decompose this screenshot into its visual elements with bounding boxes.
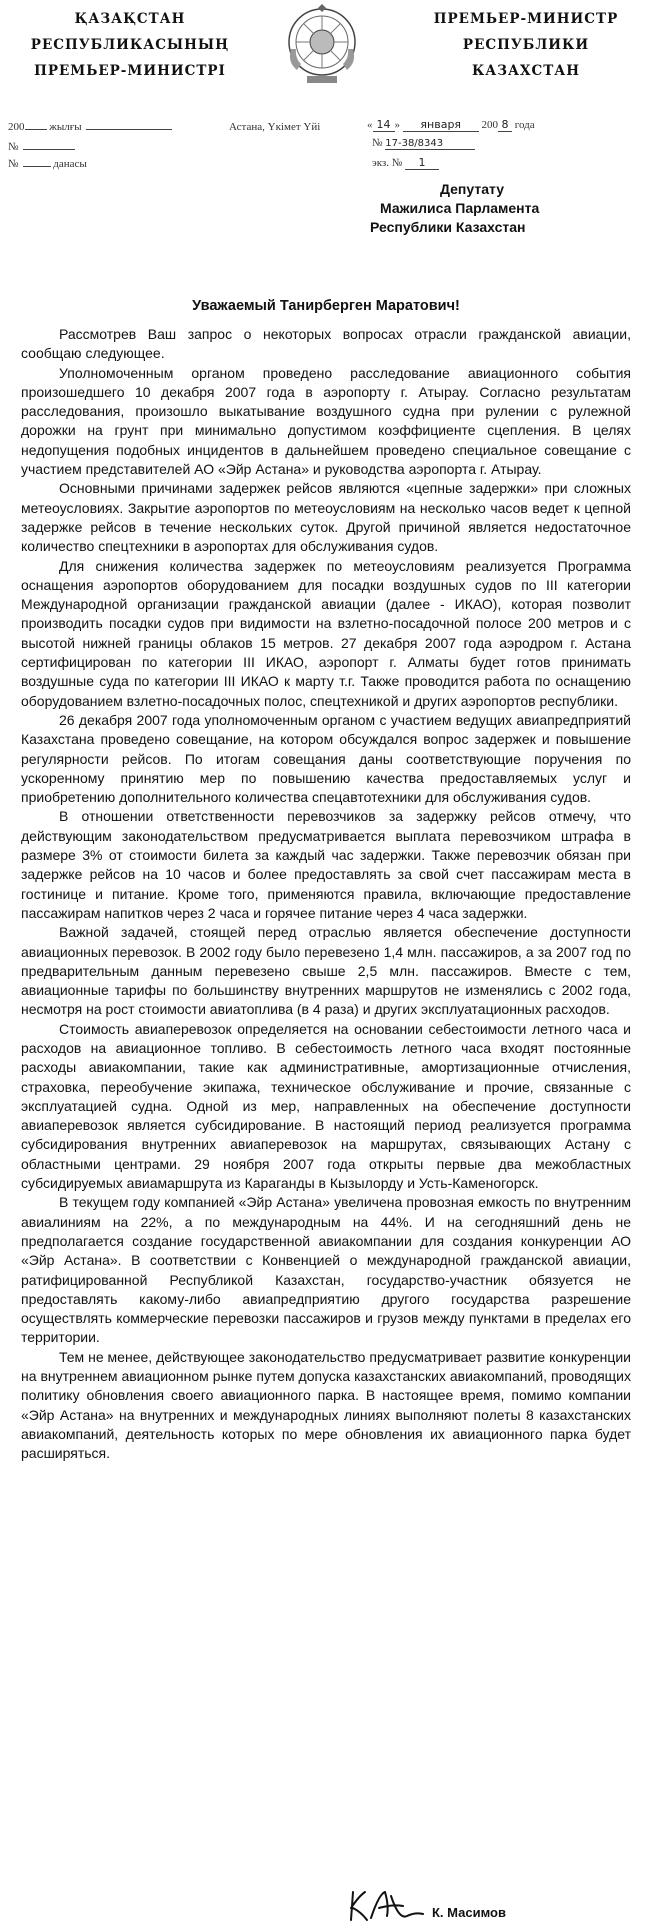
letterhead-line: РЕСПУБЛИКИ xyxy=(462,37,590,53)
body-paragraph: Важной задачей, стоящей перед отраслью является обеспечение доступности авиационных перевозок. В 2002 году было перевезено 1,4 млн. пассажиров, а за 2007 год по предварительным данным перевезено свыше 2,5 млн. пассажиров. Вместе с тем, авиационные тарифы по большинству внутренних маршрутов не изменялись с 2002 года, несмотря на рост стоимости авиатоплива (в 4 раза) и других эксплуатационных расходов. xyxy=(21,924,631,1018)
reg-copy-prefix: экз. № xyxy=(372,157,403,169)
letterhead-russian xyxy=(400,6,652,84)
body-paragraph: Рассмотрев Ваш запрос о некоторых вопросах отрасли гражданской авиации, сообщаю следующее. xyxy=(21,326,631,362)
addressee-line: Депутату xyxy=(440,181,504,197)
reg-copy-right xyxy=(372,156,439,170)
reg-number-right xyxy=(372,137,475,150)
reg-year-digit: 8 xyxy=(498,118,512,132)
reg-year-prefix-right: 200 xyxy=(481,119,498,131)
reg-month: января xyxy=(403,118,479,132)
addressee-line: Мажилиса Парламента xyxy=(380,200,540,216)
body-paragraph: В отношении ответственности перевозчиков за задержку рейсов отмечу, что действующим законодательством предусматривается выплата перевозчиком штрафа в размере 3% от стоимости билета за каждый час задержки. Также перевозчик обязан при задержке рейсов на 10 часов и более предоставлять за свой счет пассажирам места в гостинице и питание. Кроме того, применяются правила, включающие предоставление пассажирам напитков через 2 часа и горячее питание через 4 часа задержки. xyxy=(21,808,631,921)
body-paragraph: Уполномоченным органом проведено расследование авиационного события произошедшего 10 декабря 2007 года в аэропорту г. Атырау. Согласно результатам расследования, произошло выкатывание воздушного судна при рулении с рулежной дорожки на грунт при минимально допустимом коэффициенте сцепления. В целях недопущения подобных инцидентов в дальнейшем проведено специальное совещание с участием представителей АО «Эйр Астана» и руководства аэропорта г. Атырау. xyxy=(21,364,631,478)
signatory-name: К. Масимов xyxy=(432,1905,506,1920)
body-paragraph: 26 декабря 2007 года уполномоченным органом с участием ведущих авиапредприятий Казахстана проведено совещание, на котором обсуждался вопрос задержек и повышение регулярности рейсов. По итогам совещания даны соответствующие поручения по ускоренному принятию мер по повышению качества предоставляемых услуг и приобретению дополнительного количества спецавтотехники для обслуживания судов. xyxy=(21,711,631,806)
letterhead-kazakh xyxy=(0,6,260,84)
salutation: Уважаемый Танирберген Маратович! xyxy=(192,298,460,314)
reg-year-suffix: жылғы xyxy=(49,121,82,133)
body-paragraph: Тем не менее, действующее законодательство предусматривает развитие конкуренции на внутреннем авиационном рынке путем допуска казахстанских авиакомпаний, проводящих политику обновления своего авиационного парка. В настоящее время, помимо компании «Эйр Астана» на внутренних и международных линиях выполняют полеты 8 казахстанских авиакомпаний, деятельность которых по мере обновления их авиационного парка будет расширяться. xyxy=(21,1348,631,1462)
body-paragraph: Основными причинами задержек рейсов являются «цепные задержки» при сложных метеоусловиях. Закрытие аэропортов по метеоусловиям на несколько часов ведет к цепной задержке рейсов в течение нескольких суток. Другой причиной является недостаточное количество спецтехники в аэропортах для обслуживания судов. xyxy=(21,480,631,555)
reg-year-left xyxy=(8,121,172,133)
reg-copy-no: 1 xyxy=(405,156,439,170)
reg-year-prefix: 200 xyxy=(8,121,25,133)
letterhead-line: ҚАЗАҚСТАН xyxy=(74,11,186,27)
body-paragraph: Для снижения количества задержек по метеоусловиям реализуется Программа оснащения аэропортов оборудованием для посадки воздушных судов по III категории Международной организации гражданской авиации (далее - ИКАО), которая позволит производить посадки судов при видимости на взлетно-посадочной полосе 200 метров и с высотой нижней границы облаков 15 метров. 27 декабря 2007 года аэродром г. Астана сертифицирован по категории III ИКАО, аэропорт г. Алматы будет готов принимать воздушные суда по категории III ИКАО к марту т.г. Также проводится работа по оснащению оборудованием взлетно-посадочных полос, спецтехникой и других аэропортов республики. xyxy=(21,557,631,709)
reg-no-sign: № xyxy=(372,137,383,149)
reg-no-sign: № xyxy=(8,158,19,170)
reg-day: 14 xyxy=(373,118,395,132)
letterhead-line: ПРЕМЬЕР-МИНИСТР xyxy=(433,11,619,27)
body-paragraph: Стоимость авиаперевозок определяется на основании себестоимости летного часа и расходов на авиационное топливо. В себестоимость летного часа входят постоянные расходы авиакомпании, такие как административные, амортизационные отчисления, страховка, переобучение экипажа, техническое обслуживание и прочие, связанные с эксплуатацией судна. Одной из мер, направленных на обеспечение доступности авиаперевозок является субсидирование. В настоящий период реализуется программа субсидирования внутренних авиаперевозок на маршрутах, связывающих Астану с областными центрами. 29 ноября 2007 года открыты первые два межобластных субсидируемых авиамаршрута из Караганды в Кызылорду и Усть-Каменогорск. xyxy=(21,1020,631,1192)
state-emblem-icon xyxy=(287,4,357,86)
reg-number: 17-38/8343 xyxy=(385,138,475,150)
letterhead-line: РЕСПУБЛИКАСЫНЫҢ xyxy=(30,37,230,53)
reg-city: Астана, Үкімет Үйі xyxy=(229,121,321,133)
letterhead-line: КАЗАХСТАН xyxy=(471,63,581,79)
handwritten-signature xyxy=(345,1886,430,1926)
reg-year-suffix-right: года xyxy=(514,119,535,131)
reg-copy-label: данасы xyxy=(53,158,87,170)
addressee-block xyxy=(370,180,640,237)
letter-body xyxy=(21,325,631,1464)
reg-no-sign: № xyxy=(8,141,19,153)
addressee-line: Республики Казахстан xyxy=(370,219,526,235)
reg-number-left xyxy=(8,141,75,153)
letterhead-line: ПРЕМЬЕР-МИНИСТРІ xyxy=(34,63,226,79)
reg-copy-left xyxy=(8,158,87,170)
body-paragraph: В текущем году компанией «Эйр Астана» увеличена провозная емкость по внутренним авиалиниям на 22%, а по международным на 44%. И на сегодняшний день не предполагается создание государственной авиакомпании для создания конкуренции АО «Эйр Астана». В соответствии с Конвенцией о международной гражданской авиации, ратифицированной Республикой Казахстан, государство-участник обязуется не предоставлять какому-либо авиапредприятию другого государства разрешение осуществлять коммерческие перевозки пассажиров и грузов между пунктами в пределах его территории. xyxy=(21,1194,631,1346)
reg-date: « 14 » января 200 8 года xyxy=(367,118,535,131)
